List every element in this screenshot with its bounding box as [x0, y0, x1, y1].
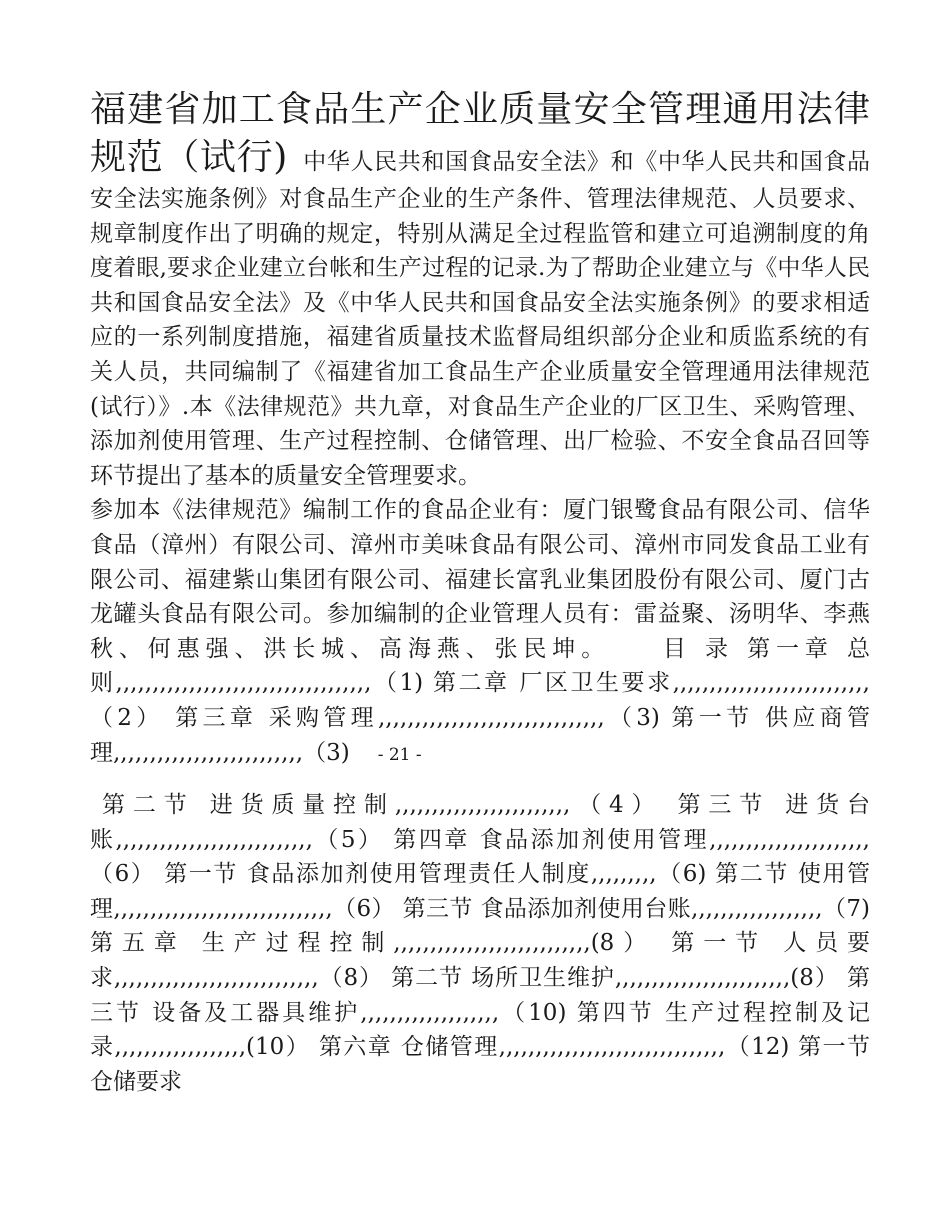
table-of-contents-part-2: 第二节 进货质量控制,,,,,,,,,,,,,,,,,,,,,,,,（4） 第三节 进货台账,,,,,,,,,,,,,,,,,,,,,,,,,,,（5） 第四章 食品添加剂使用管理,,,,,,,,,,,,,,,,,,,,,,（6） 第一节 食品添加剂使用管理责任人制度,,,,,,,,,（6) 第二节 使用管理,,,,,,,,,,,,,,,,,,,,,,,,,,,,,,（6） 第三节 食品添加剂使用台账,,,,,,,,,,,,,,,,,,（7) 第五章 生产过程控制,,,,,,,,,,,,,,,,,,,,,,,,,,,(8） 第一节 人员要求,,,,,,,,,,,,,,,,,,,,,,,,,,,,（8） 第二节 场所卫生维护,,,,,,,,,,,,,,,,,,,,,,,,(8） 第三节 设备及工器具维护,,,,,,,,,,,,,,,,,,,（10) 第四节 生产过程控制及记录,,,,,,,,,,,,,,,,,,(10） 第六章 仓储管理,,,,,,,,,,,,,,,,,,,,,,,,,,,,,,,（12) 第一节 仓储要求	[90, 792, 870, 1095]
document-page	[90, 86, 870, 1099]
first-block	[90, 86, 870, 772]
table-of-contents-part-1: 目 录 第一章 总则,,,,,,,,,,,,,,,,,,,,,,,,,,,,,,,,,,,（1) 第二章 厂区卫生要求,,,,,,,,,,,,,,,,,,,,,,,,,,,（2） 第三章 采购管理,,,,,,,,,,,,,,,,,,,,,,,,,,,,,,,（3) 第一节 供应商管理,,,,,,,,,,,,,,,,,,,,,,,,,,（3)	[90, 635, 871, 766]
participants-paragraph: 参加本《法律规范》编制工作的食品企业有：厦门银鹭食品有限公司、信华食品（漳州）有限公司、漳州市美味食品有限公司、漳州市同发食品工业有限公司、福建紫山集团有限公司、福建长富乳业集团股份有限公司、厦门古龙罐头食品有限公司。参加编制的企业管理人员有：雷益聚、汤明华、李燕秋、何惠强、洪长城、高海燕、张民坤。	[90, 497, 870, 662]
document-title: 福建省加工食品生产企业质量安全管理通用法律规范（试行)	[90, 89, 870, 178]
page-number: - 21 -	[377, 744, 422, 765]
intro-paragraph: 中华人民共和国食品安全法》和《中华人民共和国食品安全法实施条例》对食品生产企业的生产条件、管理法律规范、人员要求、规章制度作出了明确的规定，特别从满足全过程监管和建立可追溯制度的角度着眼,要求企业建立台帐和生产过程的记录.为了帮助企业建立与《中华人民共和国食品安全法》及《中华人民共和国食品安全法实施条例》的要求相适应的一系列制度措施，福建省质量技术监督局组织部分企业和质监系统的有关人员，共同编制了《福建省加工食品生产企业质量安全管理通用法律规范(试行）》.本《法律规范》共九章，对食品生产企业的厂区卫生、采购管理、添加剂使用管理、生产过程控制、仓储管理、出厂检验、不安全食品召回等环节提出了基本的质量安全管理要求。	[90, 149, 871, 489]
